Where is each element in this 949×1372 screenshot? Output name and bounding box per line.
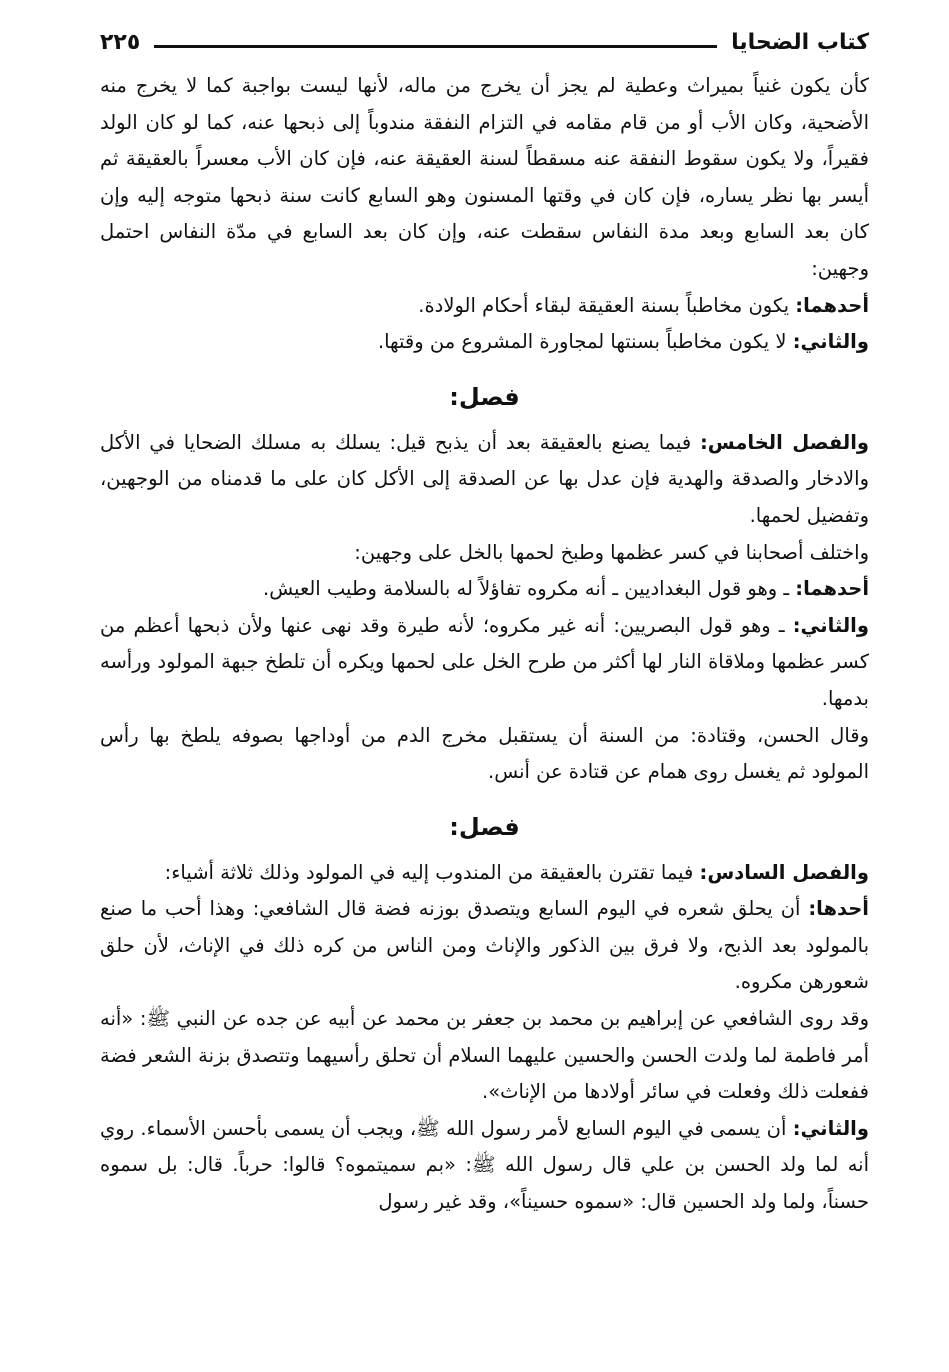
paragraph bbox=[100, 324, 869, 361]
paragraph-text: ـ وهو قول البصريين: أنه غير مكروه؛ لأنه طيرة وقد نهى عنها ولأن ذبحها أعظم من كسر عظمها وملاقاة النار لها أكثر من طرح الخل على لحمها ويكره أن تلطخ جبهة المولود ورأسه بدمها. bbox=[100, 613, 869, 710]
paragraph bbox=[100, 1111, 869, 1221]
paragraph-lead: والثاني: bbox=[792, 1116, 869, 1140]
paragraph-lead: والفصل الخامس: bbox=[700, 430, 869, 454]
paragraph-lead: أحدها: bbox=[808, 897, 869, 921]
running-header bbox=[100, 22, 869, 62]
paragraph-text: واختلف أصحابنا في كسر عظمها وطبخ لحمها بالخل على وجهين: bbox=[354, 540, 869, 564]
page-number: ٢٢٥ bbox=[100, 29, 141, 55]
paragraph bbox=[100, 571, 869, 608]
paragraph bbox=[100, 535, 869, 572]
paragraph-lead: والثاني: bbox=[792, 613, 869, 637]
paragraph bbox=[100, 288, 869, 325]
paragraph bbox=[100, 608, 869, 718]
paragraph bbox=[100, 891, 869, 1001]
paragraph-text: فيما يصنع بالعقيقة بعد أن يذبح قيل: يسلك به مسلك الضحايا في الأكل والادخار والصدقة والهدية فإن عدل بها عن الصدقة إلى الأكل كان على ما قدمناه من الوجهين، وتفضيل لحمها. bbox=[100, 430, 869, 527]
section-heading: فصل: bbox=[449, 812, 520, 841]
paragraph-lead: أحدهما: bbox=[795, 577, 869, 601]
book-title: كتاب الضحايا bbox=[731, 29, 869, 55]
paragraph-lead: أحدهما: bbox=[795, 293, 869, 317]
paragraph bbox=[100, 855, 869, 892]
paragraph-text: لا يكون مخاطباً بسنتها لمجاورة المشروع من وقتها. bbox=[377, 330, 793, 354]
paragraph-text: ـ وهو قول البغداديين ـ أنه مكروه تفاؤلاً له بالسلامة وطيب العيش. bbox=[263, 577, 796, 601]
paragraph-lead: والثاني: bbox=[792, 330, 869, 354]
section-heading: فصل: bbox=[449, 382, 520, 411]
paragraph-text: وقد روى الشافعي عن إبراهيم بن محمد بن جعفر بن محمد عن أبيه عن جده عن النبي ﷺ: «أنه أمر فاطمة لما ولدت الحسن والحسين عليهما السلام أن تحلق رأسيهما وتتصدق بزنة الشعر فضة ففعلت ذلك وفعلت في سائر أولادها من الإناث». bbox=[100, 1007, 869, 1104]
body-text bbox=[100, 68, 869, 1221]
paragraph bbox=[100, 425, 869, 535]
paragraph-text: أن يسمى في اليوم السابع لأمر رسول الله ﷺ، ويجب أن يسمى بأحسن الأسماء. روي أنه لما ولد الحسن بن علي قال رسول الله ﷺ: «بم سميتموه؟ قالوا: حرباً. قال: بل سموه حسناً، ولما ولد الحسين قال: «سموه حسيناً»، وقد غير رسول bbox=[100, 1116, 869, 1214]
paragraph bbox=[100, 1001, 869, 1111]
paragraph bbox=[100, 68, 869, 288]
paragraph-text: يكون مخاطباً بسنة العقيقة لبقاء أحكام الولادة. bbox=[418, 293, 796, 317]
paragraph bbox=[100, 718, 869, 791]
paragraph-text: وقال الحسن، وقتادة: من السنة أن يستقبل مخرج الدم من أوداجها بصوفه يلطخ بها رأس المولود ثم يغسل روى همام عن قتادة عن أنس. bbox=[100, 723, 869, 784]
paragraph-text: أن يحلق شعره في اليوم السابع ويتصدق بوزنه فضة قال الشافعي: وهذا أحب ما صنع بالمولود بعد الذبح، ولا فرق بين الذكور والإناث ومن الناس من كره ذلك في الإناث، لأن حلق شعورهن مكروه. bbox=[100, 897, 869, 994]
paragraph-text: كأن يكون غنياً بميراث وعطية لم يجز أن يخرج من ماله، لأنها ليست بواجبة كما لا يخرج منه الأضحية، وكان الأب أو من قام مقامه في التزام النفقة مندوباً إلى ذبحها عنه، كما لو كان الولد فقيراً، ولا يكون سقوط النفقة عنه مسقطاً لسنة العقيقة عنه، فإن كان الأب معسراً بالعقيقة ثم أيسر بها نظر يساره، فإن كان في وقتها المسنون وهو السابع كانت سنة ذبحها متوجه إليه وإن كان بعد السابع وبعد مدة النفاس سقطت عنه، وإن كان بعد السابع في مدّة النفاس احتمل وجهين: bbox=[100, 74, 869, 280]
paragraph-text: فيما تقترن بالعقيقة من المندوب إليه في المولود وذلك ثلاثة أشياء: bbox=[164, 860, 700, 884]
header-rule bbox=[154, 45, 717, 48]
paragraph-lead: والفصل السادس: bbox=[699, 860, 869, 884]
